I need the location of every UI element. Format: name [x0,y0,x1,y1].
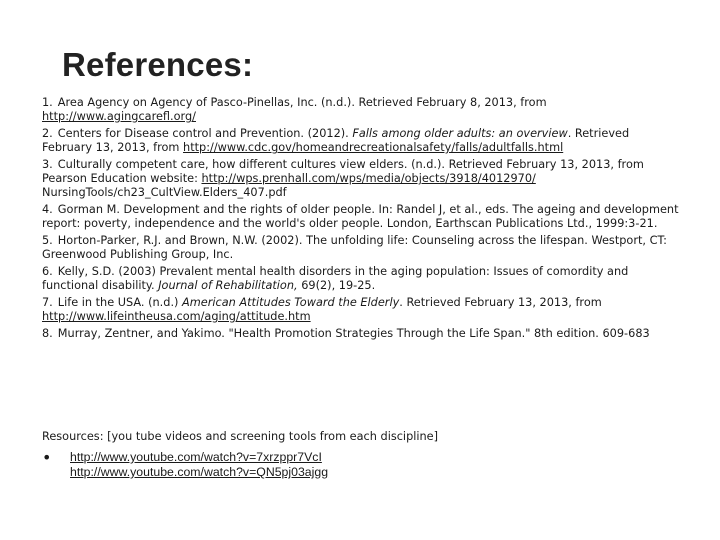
reference-text: Area Agency on Agency of Pasco-Pinellas, Inc. (n.d.). Retrieved February 8, 2013, from [57,96,547,109]
reference-link[interactable]: http://www.cdc.gov/homeandrecreationalsafety/falls/adultfalls.html [183,141,564,154]
reference-item [42,327,682,341]
reference-text: Centers for Disease control and Prevention. (2012). [57,127,353,140]
references-list [42,96,682,344]
resource-links [70,450,328,480]
reference-text-continued: 69(2), 19-25. [297,279,376,292]
reference-link[interactable]: http://www.lifeintheusa.com/aging/attitude.htm [42,310,311,323]
youtube-link-1[interactable]: http://www.youtube.com/watch?v=7xrzppr7VcI [70,450,322,464]
reference-number: 4. [42,203,53,216]
reference-text: Horton-Parker, R.J. and Brown, N.W. (2002). The unfolding life: Counseling across the lifespan. Westport, CT: Greenwood Publishing Group, Inc. [42,234,667,261]
page-title: References: [62,46,254,83]
reference-text: Life in the USA. (n.d.) [57,296,183,309]
reference-item [42,296,682,324]
reference-item [42,127,682,155]
reference-text: Murray, Zentner, and Yakimo. "Health Promotion Strategies Through the Life Span." 8th edition. 609-683 [57,327,650,340]
reference-number: 2. [42,127,53,140]
reference-item [42,96,682,124]
reference-item [42,158,682,200]
reference-text-continued: . Retrieved February 13, 2013, from [399,296,602,309]
youtube-link-2[interactable]: http://www.youtube.com/watch?v=QN5pj03ajgg [70,465,329,479]
reference-link[interactable]: http://wps.prenhall.com/wps/media/objects/3918/4012970/ [201,172,536,185]
reference-text-continued: NursingTools/ch23_CultView.Elders_407.pdf [42,186,287,199]
bullet-icon: • [42,448,52,467]
reference-item [42,203,682,231]
reference-item [42,234,682,262]
reference-link[interactable]: http://www.agingcarefl.org/ [42,110,196,123]
reference-title-italic: American Attitudes Toward the Elderly [182,296,400,309]
reference-number: 1. [42,96,53,109]
reference-number: 6. [42,265,53,278]
resources-label: Resources: [you tube videos and screening tools from each discipline] [42,430,439,443]
reference-title-italic: Falls among older adults: an overview [352,127,568,140]
reference-number: 7. [42,296,53,309]
reference-text: Kelly, S.D. (2003) Prevalent mental health disorders in the aging population: Issues of comordity and functional disability. [42,265,629,292]
reference-text: Gorman M. Development and the rights of older people. In: Randel J, et al., eds. The ageing and development report: poverty, independence and the world's older people. London, Earthscan Publications Ltd., 1999:3-21. [42,203,679,230]
reference-journal-italic: Journal of Rehabilitation, [158,279,298,292]
reference-number: 8. [42,327,53,340]
reference-text-continued: . Retrieved February 13, 2013, from [42,127,630,154]
reference-item [42,265,682,293]
reference-number: 3. [42,158,53,171]
reference-text: Culturally competent care, how different cultures view elders. (n.d.). Retrieved February 13, 2013, from Pearson Education website: [42,158,644,185]
reference-number: 5. [42,234,53,247]
